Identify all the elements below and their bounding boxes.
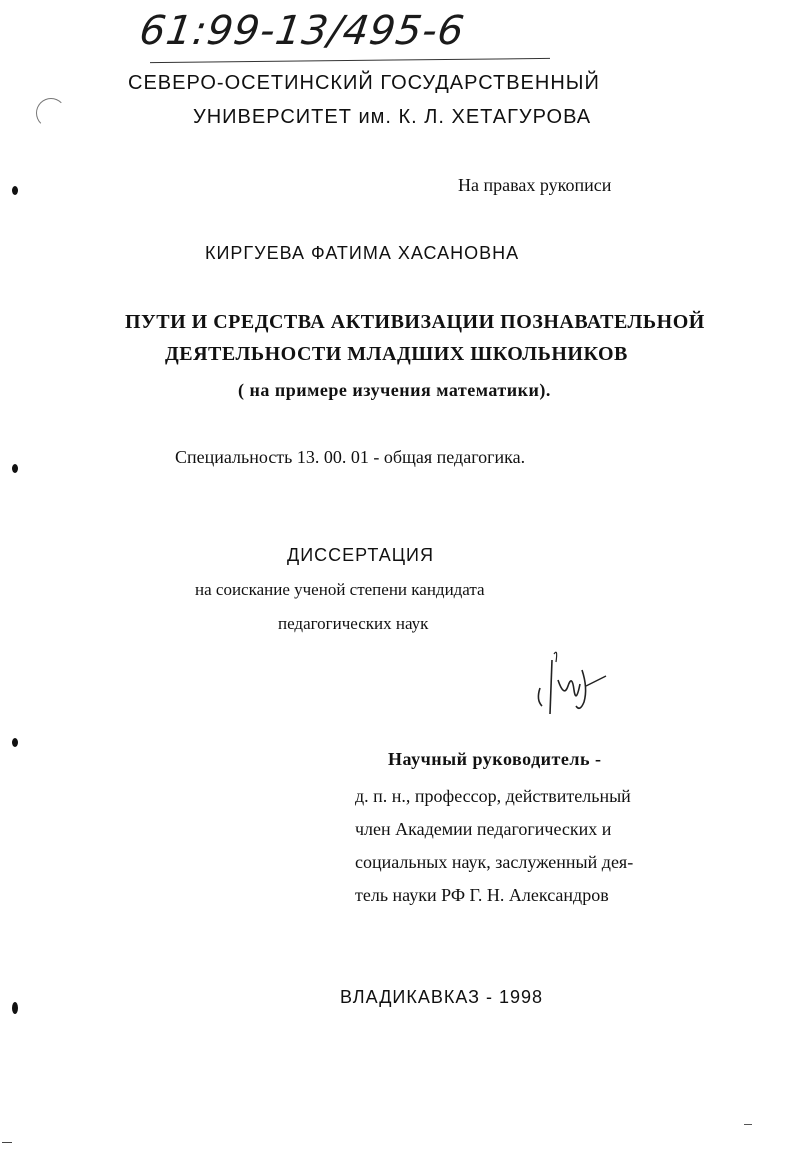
document-type: ДИССЕРТАЦИЯ	[287, 545, 434, 565]
title-line-1: ПУТИ И СРЕДСТВА АКТИВИЗАЦИИ ПОЗНАВАТЕЛЬНОЙ	[125, 311, 705, 333]
scan-artifact-dash	[744, 1124, 752, 1125]
binding-hole-mark	[12, 738, 18, 747]
binding-hole-mark	[12, 1002, 18, 1014]
degree-line-2: педагогических наук	[278, 614, 429, 633]
rights-note: На правах рукописи	[458, 175, 612, 195]
university-line-2: УНИВЕРСИТЕТ им. К. Л. ХЕТАГУРОВА	[193, 106, 592, 128]
specialty: Специальность 13. 00. 01 - общая педагогика.	[175, 447, 526, 467]
university-line-1: СЕВЕРО-ОСЕТИНСКИЙ ГОСУДАРСТВЕННЫЙ	[128, 72, 600, 94]
supervisor-line: д. п. н., профессор, действительный	[355, 786, 631, 806]
author-name: КИРГУЕВА ФАТИМА ХАСАНОВНА	[205, 243, 520, 263]
supervisor-label: Научный руководитель -	[388, 749, 602, 769]
catalog-number: 61:99-13/495-6	[136, 8, 468, 54]
binding-hole-mark	[12, 464, 18, 473]
scan-artifact-dash	[2, 1142, 12, 1143]
supervisor-line: социальных наук, заслуженный дея-	[355, 852, 634, 872]
degree-line-1: на соискание ученой степени кандидата	[195, 580, 485, 599]
scan-artifact-arc	[36, 98, 66, 128]
catalog-underline	[150, 58, 550, 63]
signature-mark	[518, 640, 618, 720]
title-line-2: ДЕЯТЕЛЬНОСТИ МЛАДШИХ ШКОЛЬНИКОВ	[165, 343, 628, 365]
supervisor-line: член Академии педагогических и	[355, 819, 612, 839]
supervisor-line: тель науки РФ Г. Н. Александров	[355, 885, 609, 905]
city-year: ВЛАДИКАВКАЗ - 1998	[340, 987, 544, 1007]
binding-hole-mark	[12, 186, 18, 195]
title-subtitle: ( на примере изучения математики).	[238, 380, 551, 400]
